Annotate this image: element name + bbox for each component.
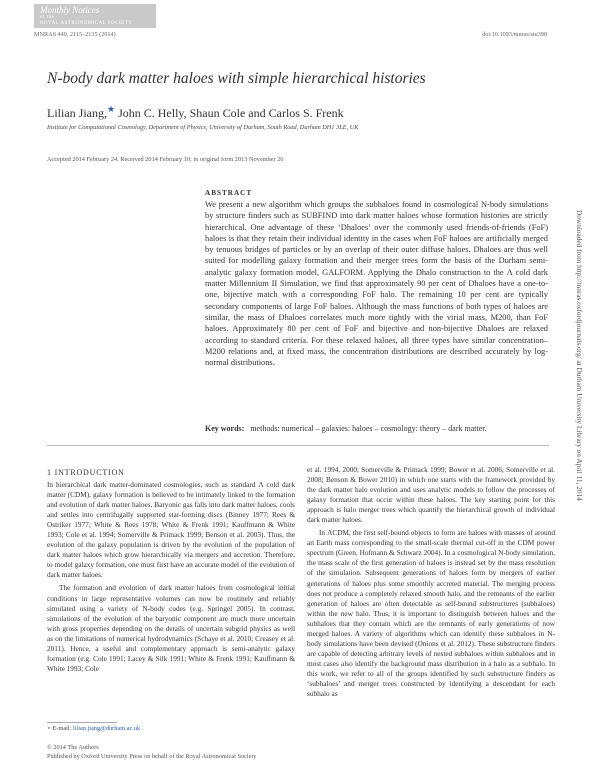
author-first: Lilian Jiang, bbox=[47, 106, 107, 120]
running-head-doi[interactable]: doi:10.1093/mnras/stu390 bbox=[482, 31, 547, 38]
affiliation: Institute for Computational Cosmology, Department of Physics, University of Durham, South Road, Durham DH1 3LE, UK bbox=[47, 124, 359, 131]
journal-logo bbox=[34, 4, 156, 28]
paragraph: The formation and evolution of dark matter haloes from cosmological initial conditions in large representative volumes can now be routinely and reliably simulated using a variety of N-body codes (e.g. Springel 2005). In contrast, simulations of the evolution of the baryonic component are much more uncertain with gross properties depending on the details of uncertain subgrid physics as well as on the limitations of numerical hydrodynamics (Schaye et al. 2010; Creasey et al. 2011). Hence, a useful and complementary approach is semi-analytic galaxy formation (e.g. Cole 1991; Lacey & Silk 1991; White & Frenk 1991; Kauffmann & White 1993; Cole bbox=[47, 583, 295, 673]
copyright-line2: Published by Oxford University Press on behalf of the Royal Astronomical Society bbox=[47, 752, 257, 760]
body-column-right bbox=[307, 465, 555, 699]
footnote-divider bbox=[47, 722, 117, 723]
download-sidebar bbox=[573, 210, 585, 590]
copyright-line1: © 2014 The Authors bbox=[47, 744, 99, 751]
paragraph: In ΛCDM, the first self-bound objects to form are haloes with masses of around an Earth mass corresponding to the small-scale thermal cut-off in the CDM power spectrum (Green, Hofmann & Schwarz 2004). In a cosmological N-body simulation, the mass scale of the first generation of haloes is instead set by the mass resolution of the simulation. Subsequent generations of haloes form by mergers of earlier generations of haloes plus some smoothly accreted material. The merging process does not produce a completely relaxed smooth halo, and the remnants of the earlier generation of haloes are often detectable as self-bound substructures (subhaloes) within the new halo. Thus, it is important to distinguish between haloes and the subhaloes that they contain which are the remnants of early generations of now merged haloes. A variety of algorithms which can identify these subhaloes in N-body simulations have been devised (Onions et al. 2012). These substructure finders are capable of detecting arbitrary levels of nested subhaloes within subhaloes and in most cases also identify the background mass distribution in a halo as a subhalo. In this work, we refer to all of the groups identified by such substructure finders as ‘subhaloes’ and merger trees constructed by identifying a descendant for each subhalo as bbox=[307, 528, 555, 699]
running-head-left: MNRAS 440, 2115–2135 (2014) bbox=[34, 31, 116, 38]
dates: Accepted 2014 February 24. Received 2014 February 10; in original form 2013 November 26 bbox=[47, 156, 284, 163]
abstract-text: We present a new algorithm which groups the subhaloes found in cosmological N-body simulations by structure finders such as SUBFIND into dark matter haloes whose formation histories are strictly hierarchical. One advantage of these ‘Dhaloes’ over the commonly used friends-of-friends (FoF) haloes is that they retain their individual identity in the cases when FoF haloes are artificially merged by tenuous bridges of particles or by an overlap of their outer diffuse haloes. Dhaloes are thus well suited for modelling galaxy formation and their merger trees form the basis of the Durham semi-analytic galaxy formation model, GALFORM. Applying the Dhalo construction to the Λ cold dark matter Millennium II Simulation, we find that approximately 90 per cent of Dhaloes have a one-to-one, bijective match with a corresponding FoF halo. The remaining 10 per cent are typically secondary components of large FoF haloes. Although the mass functions of both types of haloes are similar, the mass of Dhaloes correlates much more tightly with the virial mass, M200, than FoF haloes. Approximately 80 per cent of FoF and bijective and non-bijective Dhaloes are relaxed according to standard criteria. For these relaxed haloes, all three types have similar concentration–M200 relations and, at fixed mass, the concentration distributions are described accurately by log-normal distributions. bbox=[205, 200, 548, 368]
authors-rest: John C. Helly, Shaun Cole and Carlos S. Frenk bbox=[115, 106, 344, 120]
paper-title: N-body dark matter haloes with simple hierarchical histories bbox=[47, 70, 426, 87]
logo-line2: of the bbox=[40, 15, 55, 20]
paragraph: et al. 1994, 2000; Somerville & Primack 1999; Bower et al. 2006; Somerville et al. 2008; Benson & Bower 2010) in which one starts with the framework provided by the dark matter halo evolution and uses analytic models to follow the processes of galaxy formation that occur within these haloes. The key starting point for this approach is halo merger trees which quantify the hierarchical growth of individual dark matter haloes. bbox=[307, 465, 555, 525]
section-divider bbox=[47, 445, 549, 446]
keywords-text: methods: numerical – galaxies: haloes – cosmology: theory – dark matter. bbox=[250, 424, 487, 433]
footnote-label: ⋆ E-mail: bbox=[47, 725, 72, 732]
email-link[interactable]: lilian.jiang@durham.ac.uk bbox=[72, 725, 141, 732]
logo-line1: Monthly Notices bbox=[40, 5, 100, 15]
authors bbox=[47, 104, 344, 121]
body-column-left bbox=[47, 480, 295, 674]
footnote-star-icon[interactable]: ★ bbox=[107, 104, 116, 114]
abstract-heading: ABSTRACT bbox=[205, 189, 253, 197]
keywords-label: Key words: bbox=[205, 424, 245, 433]
logo-line3: ROYAL ASTRONOMICAL SOCIETY bbox=[40, 21, 133, 26]
section-heading: 1 INTRODUCTION bbox=[47, 468, 125, 477]
keywords bbox=[205, 424, 487, 433]
download-notice[interactable]: Downloaded from http://mnras.oxfordjournals.org/ at Durham University Library on April 11, 2014 bbox=[575, 210, 584, 501]
copyright bbox=[47, 744, 256, 761]
footnote bbox=[47, 725, 140, 732]
paragraph: In hierarchical dark matter-dominated cosmologies, such as standard Λ cold dark matter (CDM), galaxy formation is believed to be intimately linked to the formation and evolution of dark matter haloes. Baryonic gas falls into dark matter haloes, cools and settles into centrifugally supported star-forming discs (Binney 1977; Rees & Ostriker 1977; White & Rees 1978; White & Frenk 1991; Kauffmann & White 1993; Cole et al. 1994; Somerville & Primack 1999; Benson et al. 2003). Thus, the evolution of the galaxy population is driven by the evolution of the population of dark matter haloes which grow hierarchically via mergers and accretion. Therefore, to model galaxy formation, one must first have an accurate model of the evolution of dark matter haloes. bbox=[47, 480, 295, 580]
